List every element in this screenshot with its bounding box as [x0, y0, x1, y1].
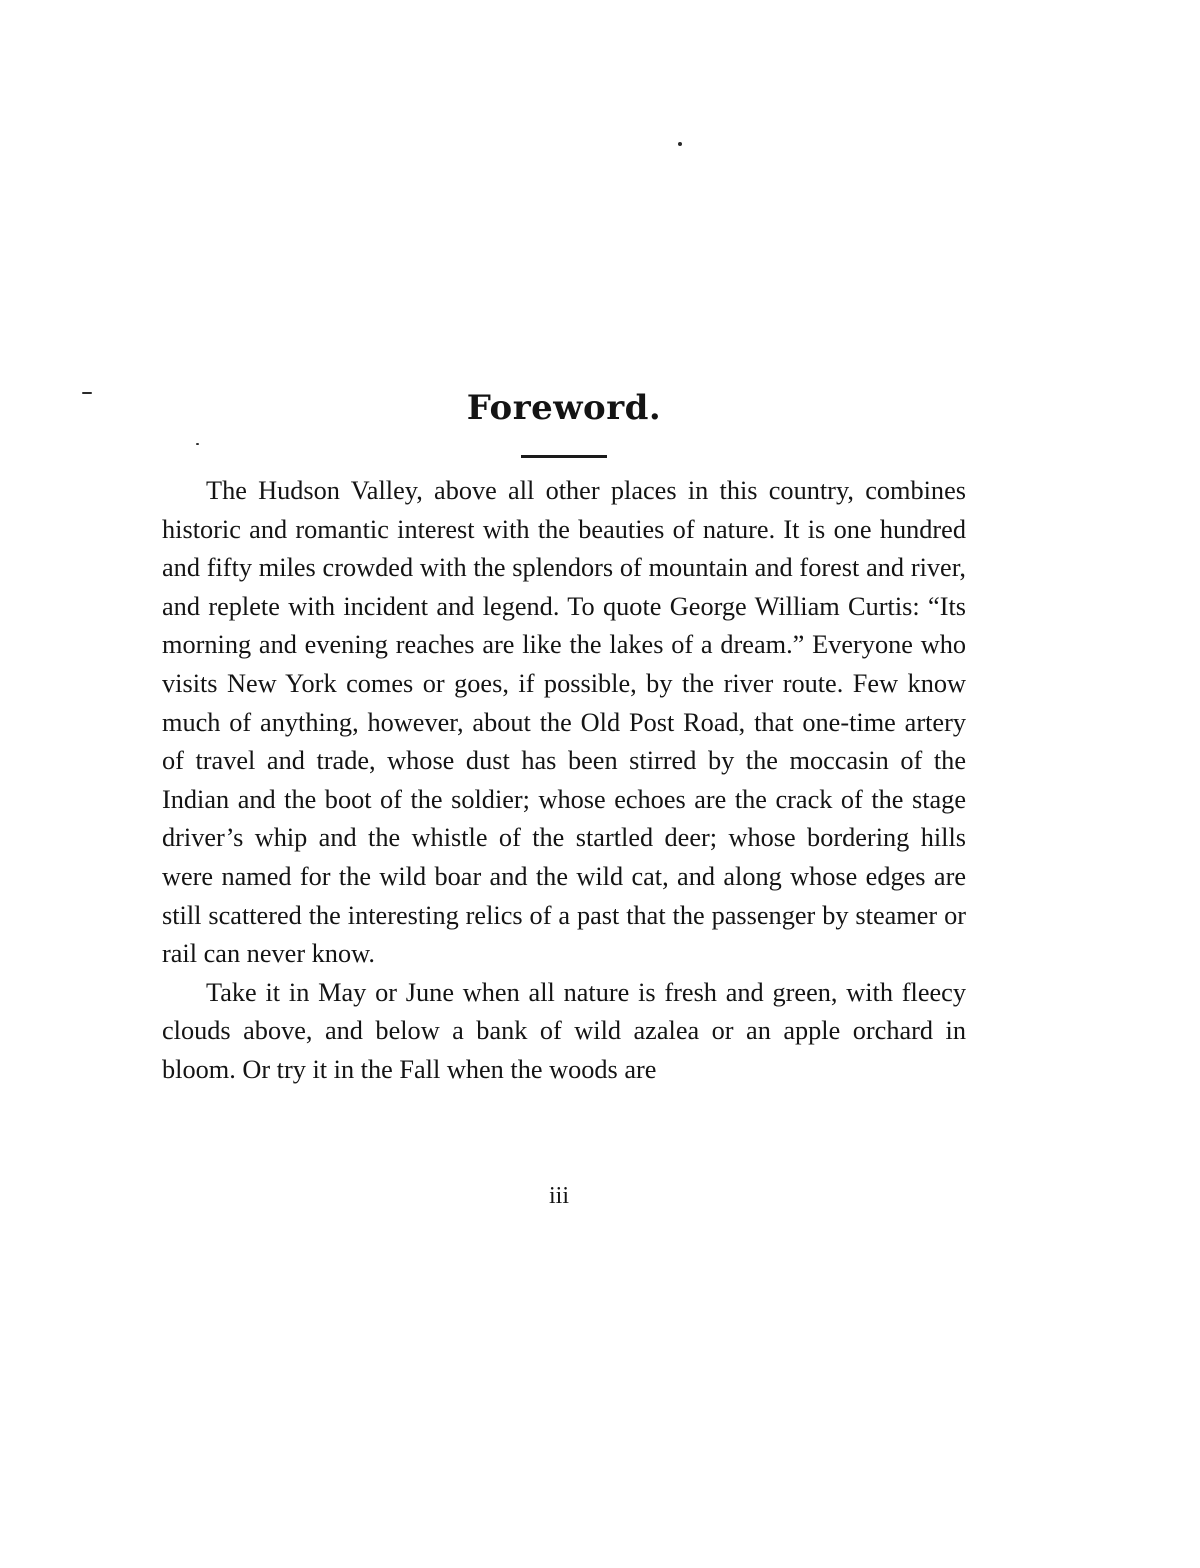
- scan-speck: [678, 142, 682, 146]
- title-rule: [521, 455, 607, 458]
- paragraph: The Hudson Valley, above all other places in this country, combines historic and romantic interest with the beauties of nature. It is one hundred and fifty miles crowded with the splendors of mountain and forest and river, and replete with incident and legend. To quote George William Curtis: “Its morning and evening reaches are like the lakes of a dream.” Everyone who visits New York comes or goes, if possible, by the river route. Few know much of anything, however, about the Old Post Road, that one-time artery of travel and trade, whose dust has been stirred by the moccasin of the Indian and the boot of the soldier; whose echoes are the crack of the stage driver’s whip and the whistle of the startled deer; whose bordering hills were named for the wild boar and the wild cat, and along whose edges are still scattered the interesting relics of a past that the passenger by steamer or rail can never know.: [162, 476, 966, 969]
- page-number: iii: [548, 1183, 569, 1209]
- page-title: Foreword.: [466, 388, 662, 428]
- paragraph: Take it in May or June when all nature is fresh and green, with fleecy clouds above, and below a bank of wild azalea or an apple orchard in bloom. Or try it in the Fall when the woods are: [162, 977, 966, 1084]
- body-text: [162, 472, 966, 1090]
- scan-speck: [196, 443, 199, 445]
